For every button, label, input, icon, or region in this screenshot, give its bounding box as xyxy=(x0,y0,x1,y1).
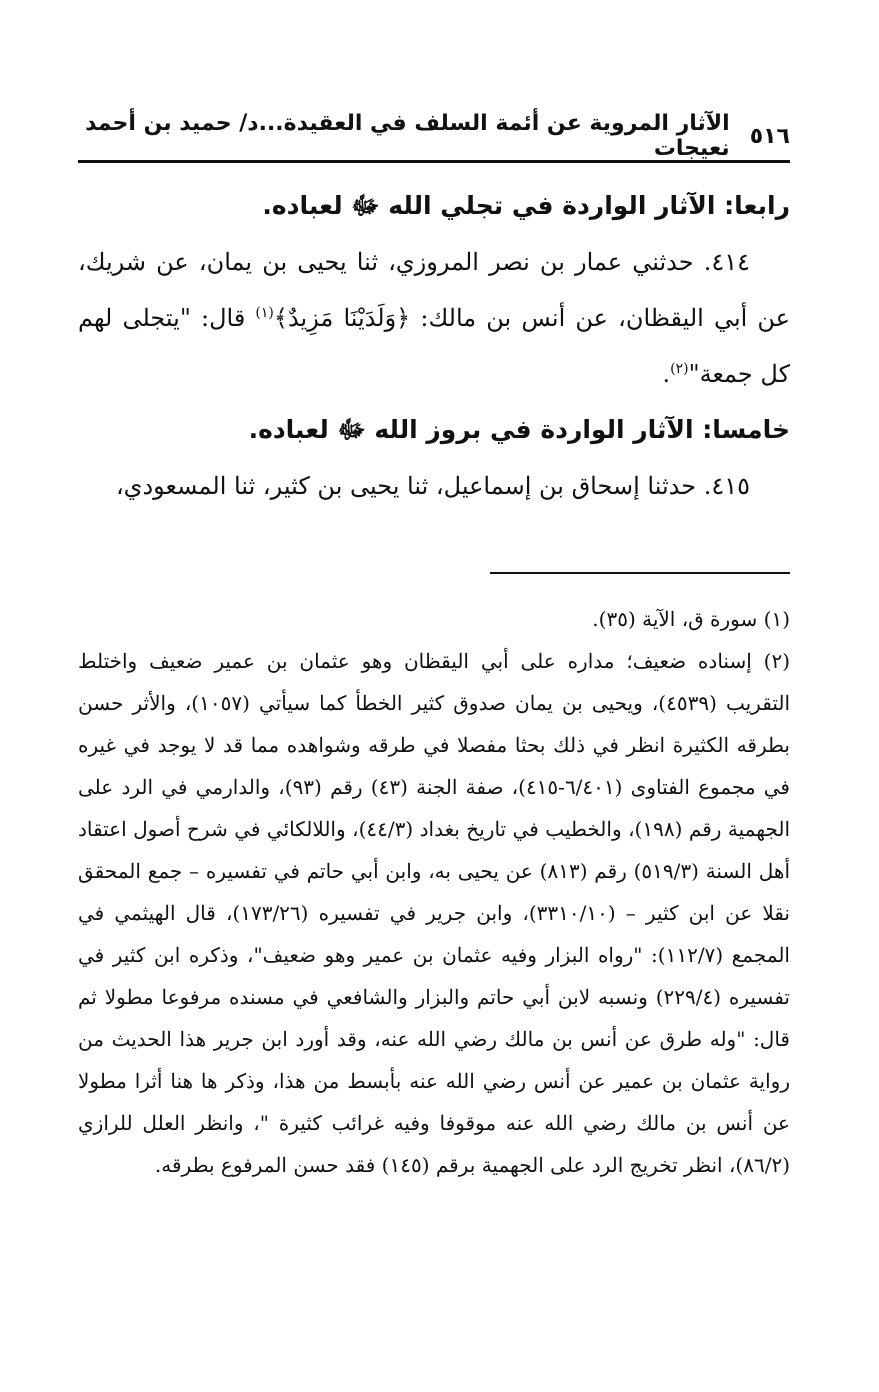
narration-414-text: ٤١٤. حدثني عمار بن نصر المروزي، ثنا يحيى بن يمان، عن شريك، عن أبي اليقظان، عن أنس بن مالك: ﴿وَلَدَيْنَا مَزِيدٌ﴾ xyxy=(78,248,791,332)
narration-414-tail: قال: "يتجلى لهم كل جمعة" xyxy=(78,304,790,388)
footnote-ref-2: (٢) xyxy=(670,361,689,377)
header-rule xyxy=(78,160,790,163)
running-header xyxy=(78,111,790,161)
section-heading-5: خامسا: الآثار الواردة في بروز الله ﷻ لعباده. xyxy=(248,415,790,444)
footnote-1: (١) سورة ق، الآية (٣٥). xyxy=(592,607,790,631)
narration-415-text: ٤١٥. حدثنا إسحاق بن إسماعيل، ثنا يحيى بن كثير، ثنا المسعودي، xyxy=(115,472,750,500)
footnote-ref-1: (١) xyxy=(255,305,274,321)
section-heading-4: رابعا: الآثار الواردة في تجلي الله ﷻ لعباده. xyxy=(262,191,790,220)
page-number: ٥١٦ xyxy=(749,123,790,149)
running-title: الآثار المروية عن أئمة السلف في العقيدة...د/ حميد بن أحمد نعيجات xyxy=(85,111,730,161)
main-text xyxy=(78,178,790,514)
footnotes xyxy=(78,598,790,1186)
footnote-rule xyxy=(490,572,790,574)
footnote-2: (٢) إسناده ضعيف؛ مداره على أبي اليقظان وهو عثمان بن عمير ضعيف واختلط التقريب (٤٥٣٩)، ويحيى بن يمان صدوق كثير الخطأ كما سيأتي (١٠٥٧)، والأثر حسن بطرقه الكثيرة انظر في ذلك بحثا مفصلا في طرقه وشواهده مما قد لا يوجد في غيره في مجموع الفتاوى (٦/٤٠١-٤١٥)، صفة الجنة (٤٣) رقم (٩٣)، والدارمي في الرد على الجهمية رقم (١٩٨)، والخطيب في تاريخ بغداد (٤٤/٣)، واللالكائي في شرح أصول اعتقاد أهل السنة (٥١٩/٣) رقم (٨١٣) عن يحيى به، وابن أبي حاتم في تفسيره – جمع المحقق نقلا عن ابن كثير – (٣٣١٠/١٠)، وابن جرير في تفسيره (١٧٣/٢٦)، قال الهيثمي في المجمع (١١٢/٧): "رواه البزار وفيه عثمان بن عمير وهو ضعيف"، وذكره ابن كثير في تفسيره (٢٢٩/٤) ونسبه لابن أبي حاتم والبزار والشافعي في مسنده مرفوعا مطولا ثم قال: "وله طرق عن أنس بن مالك رضي الله عنه، وقد أورد ابن جرير هذا الحديث من رواية عثمان بن عمير عن أنس رضي الله عنه بأبسط من هذا، وذكر ها هنا أثرا مطولا عن أنس بن مالك رضي الله عنه موقوفا وفيه غرائب كثيرة "، وانظر العلل للرازي (٨٦/٢)، انظر تخريج الرد على الجهمية برقم (١٤٥) فقد حسن المرفوع بطرقه. xyxy=(78,649,791,1177)
narration-415 xyxy=(78,458,790,514)
narration-414-end: . xyxy=(662,360,671,388)
narration-414 xyxy=(78,234,790,402)
